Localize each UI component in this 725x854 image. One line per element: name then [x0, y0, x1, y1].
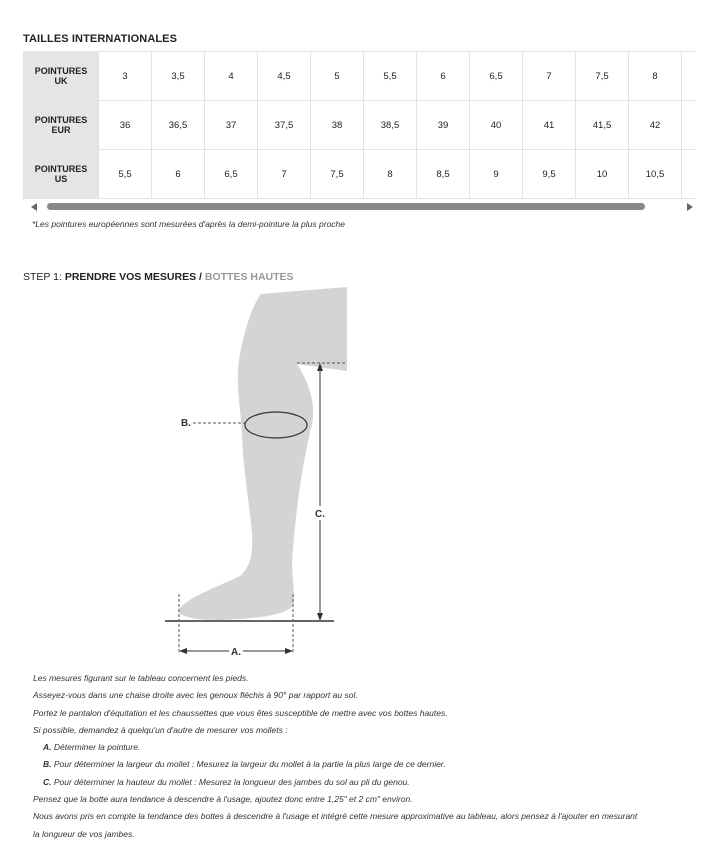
instructions [33, 670, 713, 843]
size-cell: 6,5 [470, 52, 523, 101]
size-cell: 8 [629, 52, 682, 101]
step-prefix: STEP 1: [23, 271, 65, 283]
instruction-item-c [33, 774, 713, 791]
item-c-text: Pour déterminer la hauteur du mollet : Mesurez la longueur des jambes du sol au pli du genou. [51, 776, 410, 787]
size-cell: 6 [152, 150, 205, 199]
instruction-item-a [33, 739, 713, 756]
row-header-line: US [54, 174, 68, 184]
size-cell: 7,5 [576, 52, 629, 101]
row-header-line: POINTURES [34, 115, 88, 125]
instruction-intro: Les mesures figurant sur le tableau concernent les pieds. [33, 673, 249, 683]
foot-arrow-right [285, 648, 293, 654]
height-arrow-bottom [317, 613, 323, 621]
instruction-line: Portez le pantalon d'équitation et les chaussettes que vous êtes susceptible de mettre avec vos bottes hautes. [33, 707, 448, 718]
leg-measurement-illustration [160, 284, 350, 664]
item-b-text: Pour déterminer la largeur du mollet : Mesurez la largeur du mollet à la partie la plus large de ce dernier. [51, 759, 446, 770]
size-cell: 3,5 [152, 52, 205, 101]
size-cell: 10 [576, 150, 629, 199]
row-header [24, 101, 99, 150]
size-cell: 4 [205, 52, 258, 101]
size-cell: 37,5 [258, 101, 311, 150]
size-cell: 38 [311, 101, 364, 150]
size-cell: 5,5 [99, 150, 152, 199]
table-row [24, 52, 697, 101]
size-cell: 5,5 [364, 52, 417, 101]
item-a-key: A. [43, 742, 52, 753]
size-cell: 6,5 [205, 150, 258, 199]
item-a-text: Déterminer la pointure. [51, 742, 141, 753]
row-header [24, 150, 99, 199]
row-header-line: EUR [51, 125, 71, 135]
size-cell: 36 [99, 101, 152, 150]
footnote: *Les pointures européennes sont mesurées d'après la demi-pointure la plus proche [32, 219, 346, 229]
row-header-line: UK [54, 76, 68, 86]
step-title: PRENDRE VOS MESURES [64, 271, 197, 283]
leg-silhouette [178, 287, 347, 620]
scrollbar-thumb[interactable] [47, 203, 645, 210]
row-header-line: POINTURES [34, 66, 88, 76]
row-header-line: POINTURES [34, 164, 88, 174]
table-overflow-cell [682, 52, 697, 101]
size-cell: 10,5 [629, 150, 682, 199]
size-cell: 7,5 [311, 150, 364, 199]
table-row [24, 150, 697, 199]
size-cell: 9 [470, 150, 523, 199]
size-cell: 8 [364, 150, 417, 199]
size-cell: 38,5 [364, 101, 417, 150]
item-c-key: C. [43, 776, 52, 787]
size-cell: 4,5 [258, 52, 311, 101]
scroll-left-arrow-icon[interactable] [31, 203, 37, 211]
step-separator: / [196, 271, 205, 283]
table-scrollbar[interactable] [23, 201, 701, 214]
size-conversion-table [23, 51, 696, 199]
size-cell: 41 [523, 101, 576, 150]
scroll-right-arrow-icon[interactable] [687, 203, 693, 211]
size-cell: 39 [417, 101, 470, 150]
size-cell: 41,5 [576, 101, 629, 150]
size-cell: 6 [417, 52, 470, 101]
instruction-line: Nous avons pris en compte la tendance des bottes à descendre à l'usage et intégré cette mesure approximative au tableau, alors pensez à l'ajouter en mesurant [33, 811, 638, 822]
size-cell: 37 [205, 101, 258, 150]
table-overflow-cell [682, 150, 697, 199]
foot-arrow-left [179, 648, 187, 654]
size-cell: 8,5 [417, 150, 470, 199]
size-cell: 9,5 [523, 150, 576, 199]
size-cell: 3 [99, 52, 152, 101]
size-cell: 40 [470, 101, 523, 150]
size-cell: 7 [523, 52, 576, 101]
size-cell: 5 [311, 52, 364, 101]
table-row [24, 101, 697, 150]
instruction-line: Asseyez-vous dans une chaise droite avec les genoux fléchis à 90° par rapport au sol. [33, 690, 358, 701]
instruction-line: Pensez que la botte aura tendance à descendre à l'usage, ajoutez donc entre 1,25" et 2 cm" environ. [33, 794, 413, 805]
section-title: TAILLES INTERNATIONALES [23, 33, 178, 45]
label-c: C. [315, 509, 325, 520]
size-cell: 42 [629, 101, 682, 150]
table-overflow-cell [682, 101, 697, 150]
label-b: B. [181, 418, 191, 429]
instruction-line: la longueur de vos jambes. [33, 828, 135, 839]
label-a: A. [231, 647, 241, 658]
item-b-key: B. [43, 759, 52, 770]
instruction-line: Si possible, demandez à quelqu'un d'autre de mesurer vos mollets : [33, 724, 288, 735]
size-cell: 7 [258, 150, 311, 199]
size-cell: 36,5 [152, 101, 205, 150]
step-heading [23, 271, 294, 283]
instruction-item-b [33, 756, 713, 773]
step-subtitle: BOTTES HAUTES [204, 271, 294, 283]
row-header [24, 52, 99, 101]
